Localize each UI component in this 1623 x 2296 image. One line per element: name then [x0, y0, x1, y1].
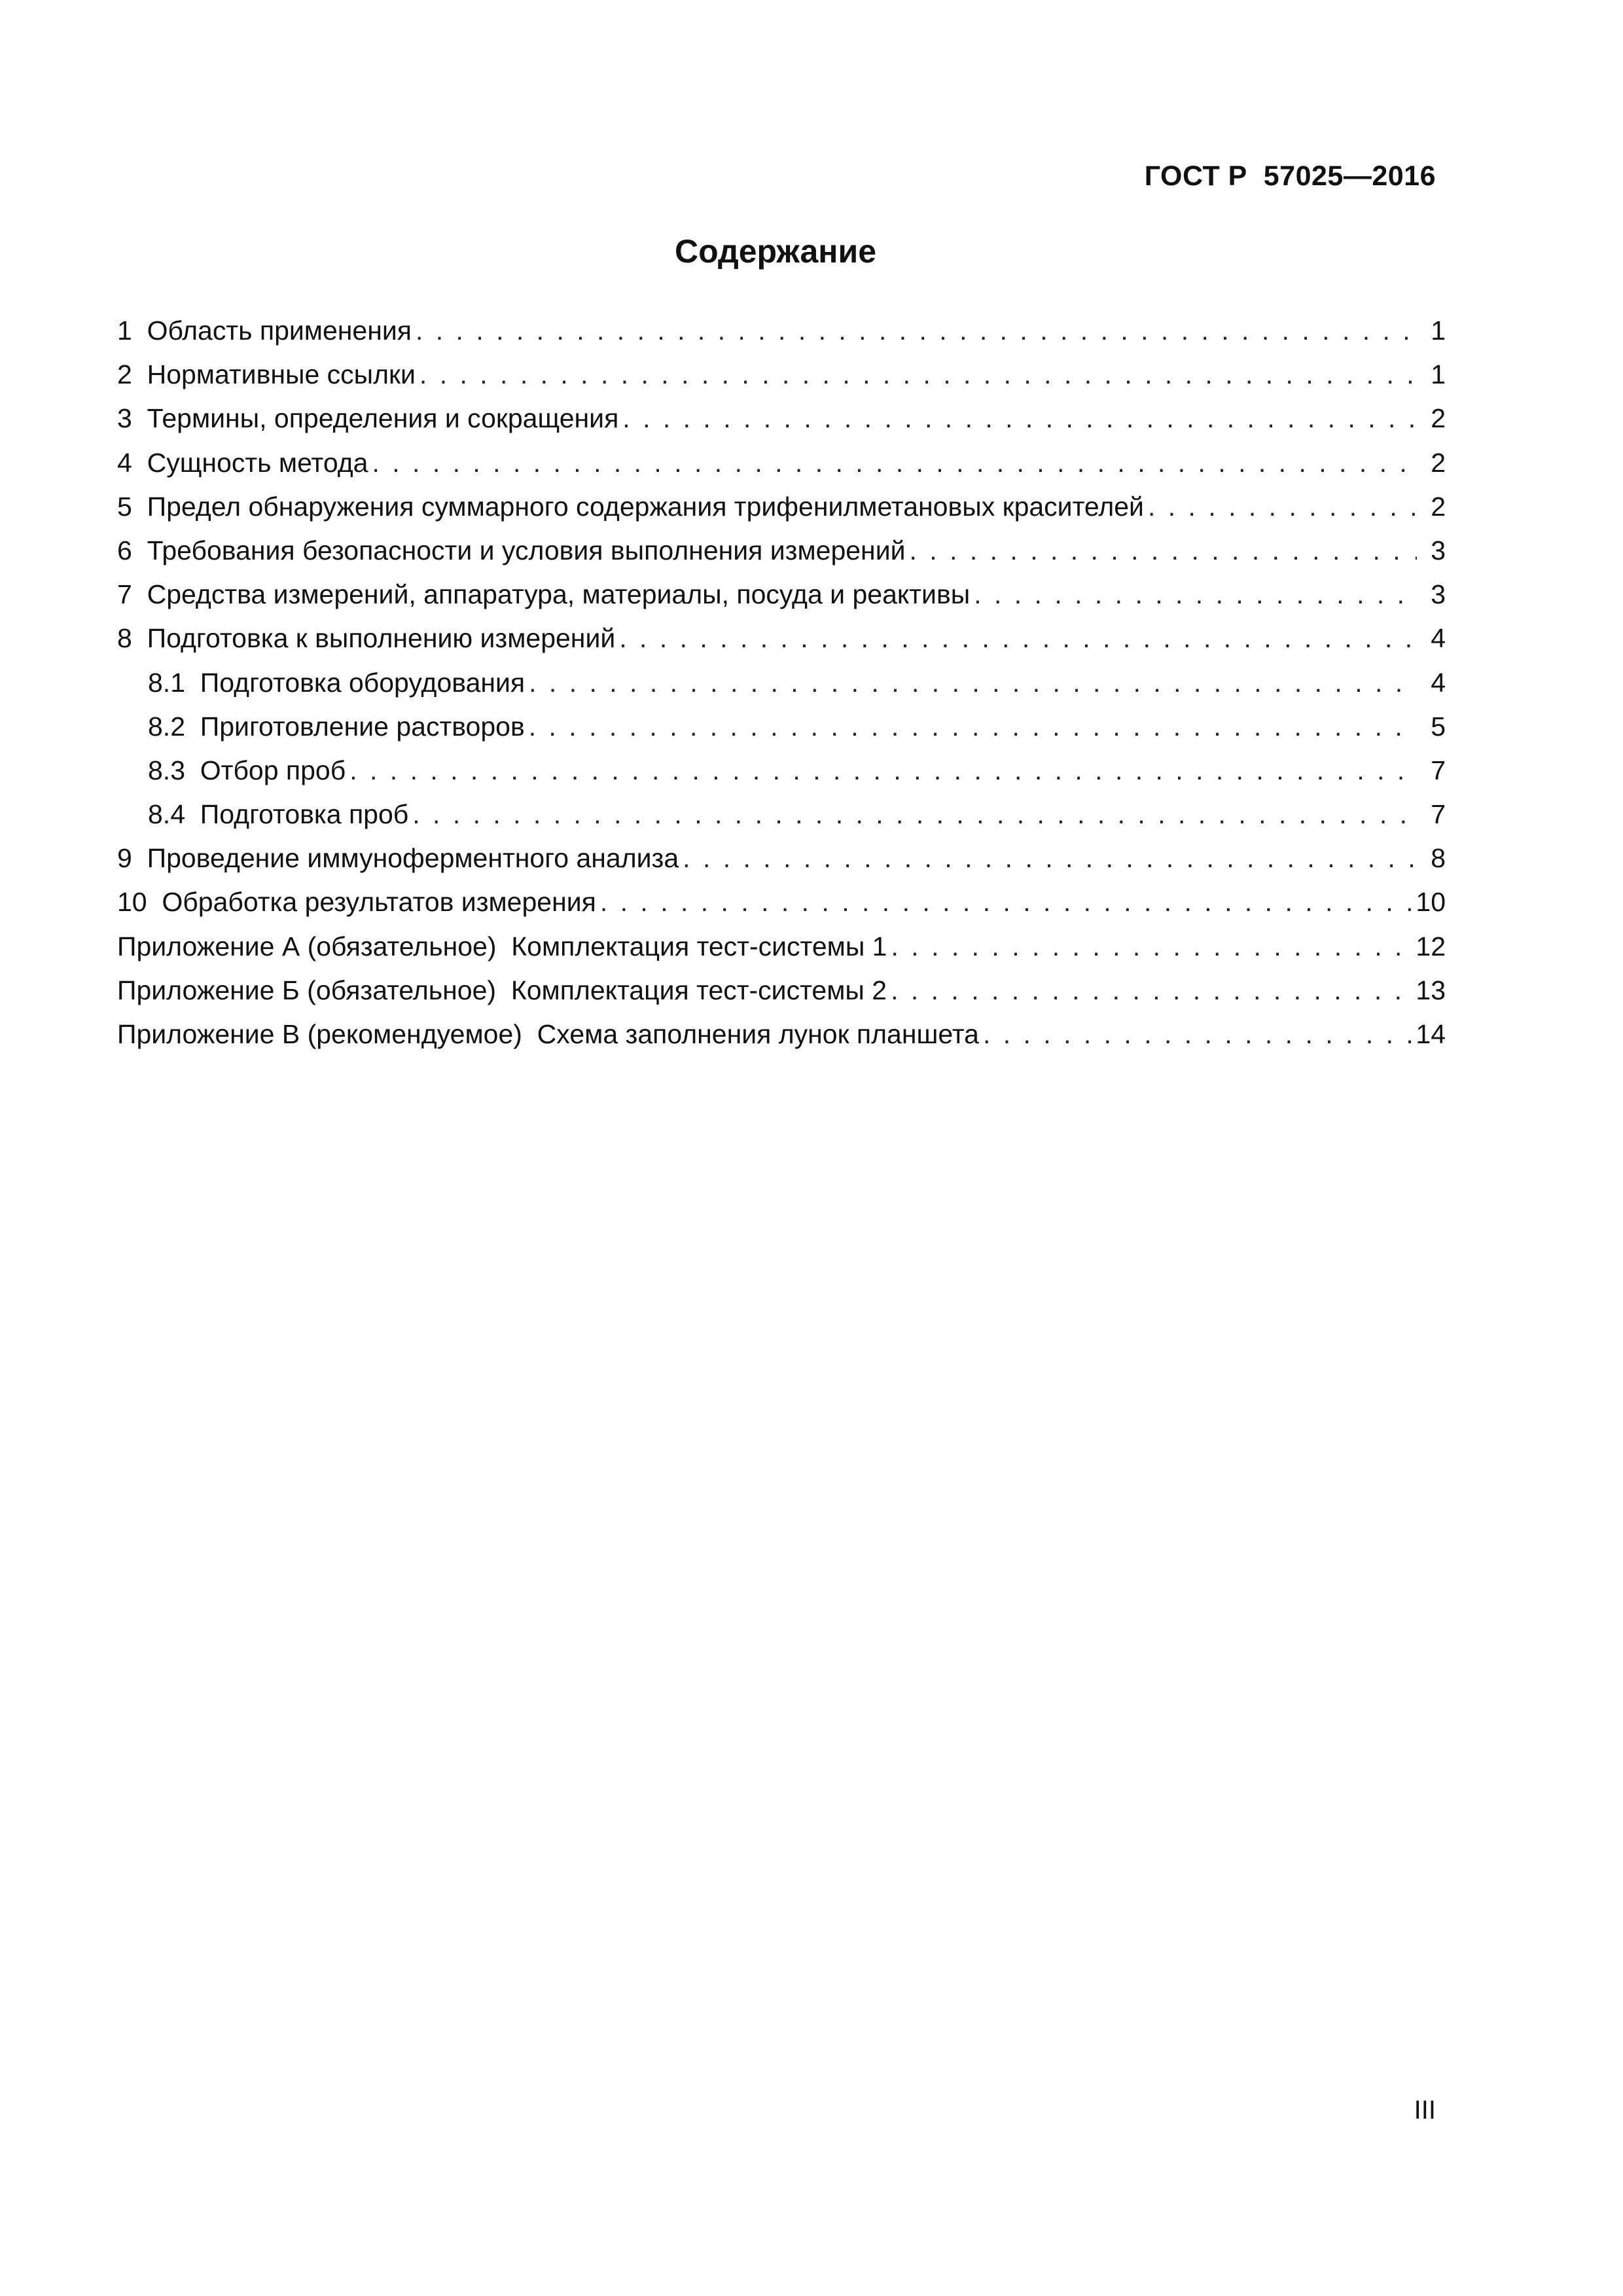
toc-entry-number: 9: [117, 843, 147, 874]
toc-dot-leader: [683, 836, 1417, 880]
toc-entry-title: Приложение А (обязательное) Комплектация тест-системы 1: [117, 931, 887, 961]
toc-entry[interactable]: [117, 353, 1446, 397]
toc-entry-number: 2: [117, 359, 147, 390]
toc-entry[interactable]: [117, 309, 1446, 353]
toc-entry-title: Сущность метода: [147, 447, 368, 478]
toc-entry[interactable]: [117, 485, 1446, 529]
toc-entry-title: Обработка результатов измерения: [162, 887, 596, 918]
toc-entry-page: 1: [1431, 359, 1446, 390]
toc-entry[interactable]: [117, 880, 1446, 924]
toc-entry-number: 3: [117, 403, 147, 434]
toc-dot-leader: [983, 1013, 1413, 1056]
toc-dot-leader: [622, 397, 1417, 440]
toc-entry-number: 5: [117, 491, 147, 522]
toc-entry-page: 4: [1431, 667, 1446, 698]
toc-entry-page: 14: [1416, 1019, 1446, 1049]
toc-entry-number: 4: [117, 447, 147, 478]
toc-dot-leader: [891, 969, 1413, 1013]
toc-entry-page: 7: [1431, 799, 1446, 830]
toc-dot-leader: [372, 441, 1417, 485]
toc-entry-number: 6: [117, 535, 147, 565]
toc-entry[interactable]: [117, 793, 1446, 836]
toc-entry-page: 4: [1431, 623, 1446, 654]
toc-entry-title: Приложение В (рекомендуемое) Схема заполнения лунок планшета: [117, 1019, 979, 1049]
toc-dot-leader: [600, 880, 1414, 924]
toc-entry[interactable]: [117, 617, 1446, 660]
toc-entry-page: 2: [1431, 403, 1446, 434]
toc-entry-title: Приложение Б (обязательное) Комплектация тест-системы 2: [117, 975, 887, 1005]
toc-entry-title: Подготовка оборудования: [200, 667, 526, 698]
toc-entry[interactable]: [117, 661, 1446, 705]
toc-dot-leader: [529, 705, 1417, 749]
page-title: Содержание: [674, 233, 877, 270]
toc-entry-number: 7: [117, 579, 147, 610]
page-number: III: [1414, 2096, 1436, 2125]
toc-entry-page: 5: [1431, 711, 1446, 742]
toc-entry[interactable]: [117, 441, 1446, 485]
toc-entry-title: Предел обнаружения суммарного содержания трифенилметановых красителей: [147, 491, 1144, 522]
toc-entry[interactable]: [117, 836, 1446, 880]
toc-entry-number: 8: [117, 623, 147, 654]
toc-entry[interactable]: [117, 1013, 1446, 1056]
toc-entry-page: 12: [1416, 931, 1446, 961]
toc-entry[interactable]: [117, 397, 1446, 440]
toc-entry-page: 2: [1431, 447, 1446, 478]
toc-entry-title: Термины, определения и сокращения: [147, 403, 619, 434]
toc-entry-number: 8.2: [148, 711, 200, 742]
toc-entry-page: 2: [1431, 491, 1446, 522]
toc-dot-leader: [529, 661, 1417, 705]
toc-entry-page: 3: [1431, 535, 1446, 565]
toc-entry-title: Требования безопасности и условия выполнения измерений: [147, 535, 906, 565]
document-code: ГОСТ Р 57025—2016: [1144, 160, 1436, 192]
toc-entry[interactable]: [117, 969, 1446, 1013]
toc-entry-title: Подготовка к выполнению измерений: [147, 623, 616, 654]
toc-entry-title: Проведение иммуноферментного анализа: [147, 843, 679, 874]
toc-entry-number: 10: [117, 887, 162, 918]
toc-entry-page: 3: [1431, 579, 1446, 610]
toc-dot-leader: [1148, 485, 1417, 529]
toc-entry-number: 8.1: [148, 667, 200, 698]
toc-entry-page: 7: [1431, 755, 1446, 785]
toc-entry[interactable]: [117, 925, 1446, 969]
toc-entry[interactable]: [117, 705, 1446, 749]
toc-entry-title: Приготовление растворов: [200, 711, 525, 742]
toc-entry[interactable]: [117, 529, 1446, 573]
toc-entry[interactable]: [117, 749, 1446, 793]
toc-entry-page: 10: [1416, 887, 1446, 918]
toc-entry-page: 8: [1431, 843, 1446, 874]
toc-entry-title: Подготовка проб: [200, 799, 409, 830]
toc-entry-title: Отбор проб: [200, 755, 346, 785]
toc-entry-title: Средства измерений, аппаратура, материалы, посуда и реактивы: [147, 579, 971, 610]
toc-dot-leader: [974, 573, 1417, 617]
toc-entry-title: Нормативные ссылки: [147, 359, 416, 390]
toc-dot-leader: [349, 749, 1417, 793]
toc-dot-leader: [412, 793, 1417, 836]
toc-dot-leader: [910, 529, 1417, 573]
toc-entry-number: 8.4: [148, 799, 200, 830]
toc-dot-leader: [419, 353, 1417, 397]
toc-dot-leader: [619, 617, 1417, 660]
toc-dot-leader: [416, 309, 1417, 353]
table-of-contents: [117, 309, 1446, 1056]
toc-entry-page: 13: [1416, 975, 1446, 1005]
toc-entry-page: 1: [1431, 315, 1446, 346]
toc-entry-number: 1: [117, 315, 147, 346]
toc-dot-leader: [891, 925, 1414, 969]
toc-entry-title: Область применения: [147, 315, 412, 346]
toc-entry-number: 8.3: [148, 755, 200, 785]
toc-entry[interactable]: [117, 573, 1446, 617]
